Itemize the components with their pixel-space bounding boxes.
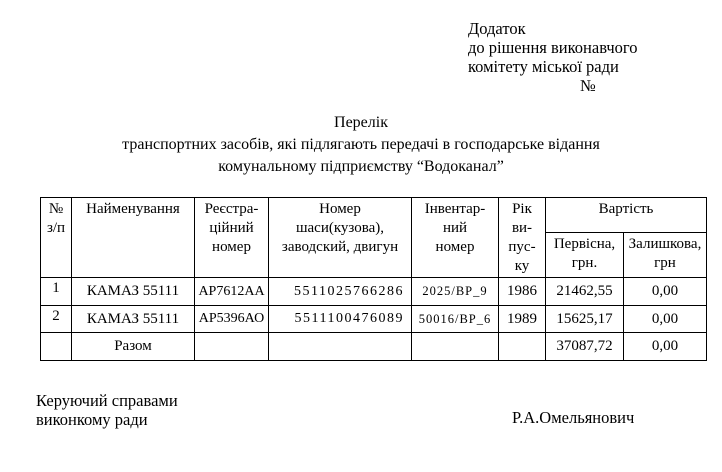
row1-name: КАМАЗ 55111 xyxy=(72,278,195,306)
appendix-line-2: до рішення виконавчого xyxy=(468,38,638,57)
total-year-empty xyxy=(499,333,546,361)
total-cost-residual: 0,00 xyxy=(624,333,707,361)
total-num-empty xyxy=(41,333,72,361)
header-cost-initial xyxy=(546,232,624,277)
header-reg-line-2: ційний xyxy=(209,220,254,236)
header-chassis-line-3: заводский, двигун xyxy=(281,239,399,255)
document-title xyxy=(0,112,722,178)
header-reg-line-3: номер xyxy=(212,239,251,255)
header-inventory-line-2: ний xyxy=(442,220,468,236)
header-chassis-line-2: шаси(кузова), xyxy=(295,220,385,236)
row2-cost-initial: 15625,17 xyxy=(546,306,624,333)
signature-name: Р.А.Омельянович xyxy=(512,408,635,427)
header-inventory-line-3: номер xyxy=(435,239,475,255)
header-year-line-3: пус- xyxy=(508,239,536,255)
signature-position-block xyxy=(36,391,178,429)
table-row-vehicle-1 xyxy=(41,278,707,306)
header-year xyxy=(499,198,546,278)
header-cost-residual-line-1: Залишкова, xyxy=(628,236,702,253)
header-inventory-line-1: Інвентар- xyxy=(424,201,486,217)
header-inventory xyxy=(412,198,499,278)
title-line-2: транспортних засобів, які підлягають передачі в господарське відання xyxy=(122,136,600,153)
header-cost-initial-line-1: Первісна, xyxy=(553,236,616,253)
vehicles-table xyxy=(40,197,707,361)
title-line-1: Перелік xyxy=(334,114,388,131)
header-cost-initial-line-2: грн. xyxy=(571,255,598,272)
total-chassis-empty xyxy=(269,333,412,361)
header-cost: Вартість xyxy=(546,198,707,233)
total-inventory-empty xyxy=(412,333,499,361)
row1-inventory: 2025/ВР_9 xyxy=(412,278,499,306)
header-num-line-1: № xyxy=(48,201,64,217)
row2-reg: АР5396АО xyxy=(195,306,269,333)
row1-reg: АР7612АА xyxy=(195,278,269,306)
table-header-row-top xyxy=(41,198,707,233)
appendix-number-line: № xyxy=(580,76,596,95)
header-year-line-1: Рік xyxy=(512,201,532,217)
row2-chassis: 5511100476089 xyxy=(269,306,412,333)
header-num-line-2: з/п xyxy=(46,220,66,236)
header-year-line-2: ви- xyxy=(511,220,533,236)
header-cost-residual-line-2: грн xyxy=(654,255,676,272)
appendix-reference-block xyxy=(468,19,638,95)
row1-cost-residual: 0,00 xyxy=(624,278,707,306)
row2-year: 1989 xyxy=(499,306,546,333)
header-reg xyxy=(195,198,269,278)
total-label: Разом xyxy=(72,333,195,361)
row2-num: 2 xyxy=(41,306,72,333)
signature-position-line-2: виконкому ради xyxy=(36,410,148,429)
header-num xyxy=(41,198,72,278)
header-reg-line-1: Реєстра- xyxy=(204,201,259,217)
total-reg-empty xyxy=(195,333,269,361)
row2-name: КАМАЗ 55111 xyxy=(72,306,195,333)
appendix-line-3: комітету міської ради xyxy=(468,57,619,76)
row1-cost-initial: 21462,55 xyxy=(546,278,624,306)
total-cost-initial: 37087,72 xyxy=(546,333,624,361)
appendix-line-1: Додаток xyxy=(468,19,526,38)
row1-year: 1986 xyxy=(499,278,546,306)
header-chassis-line-1: Номер xyxy=(319,201,361,217)
row2-inventory: 50016/ВР_6 xyxy=(412,306,499,333)
header-name: Найменування xyxy=(72,198,195,278)
header-cost-residual xyxy=(624,232,707,277)
table-row-total xyxy=(41,333,707,361)
signature-position-line-1: Керуючий справами xyxy=(36,391,178,410)
title-line-3: комунальному підприємству “Водоканал” xyxy=(218,158,504,175)
header-chassis xyxy=(269,198,412,278)
row1-num: 1 xyxy=(41,278,72,306)
row1-chassis: 5511025766286 xyxy=(269,278,412,306)
row2-cost-residual: 0,00 xyxy=(624,306,707,333)
table-row-vehicle-2 xyxy=(41,306,707,333)
header-year-line-4: ку xyxy=(514,258,530,274)
